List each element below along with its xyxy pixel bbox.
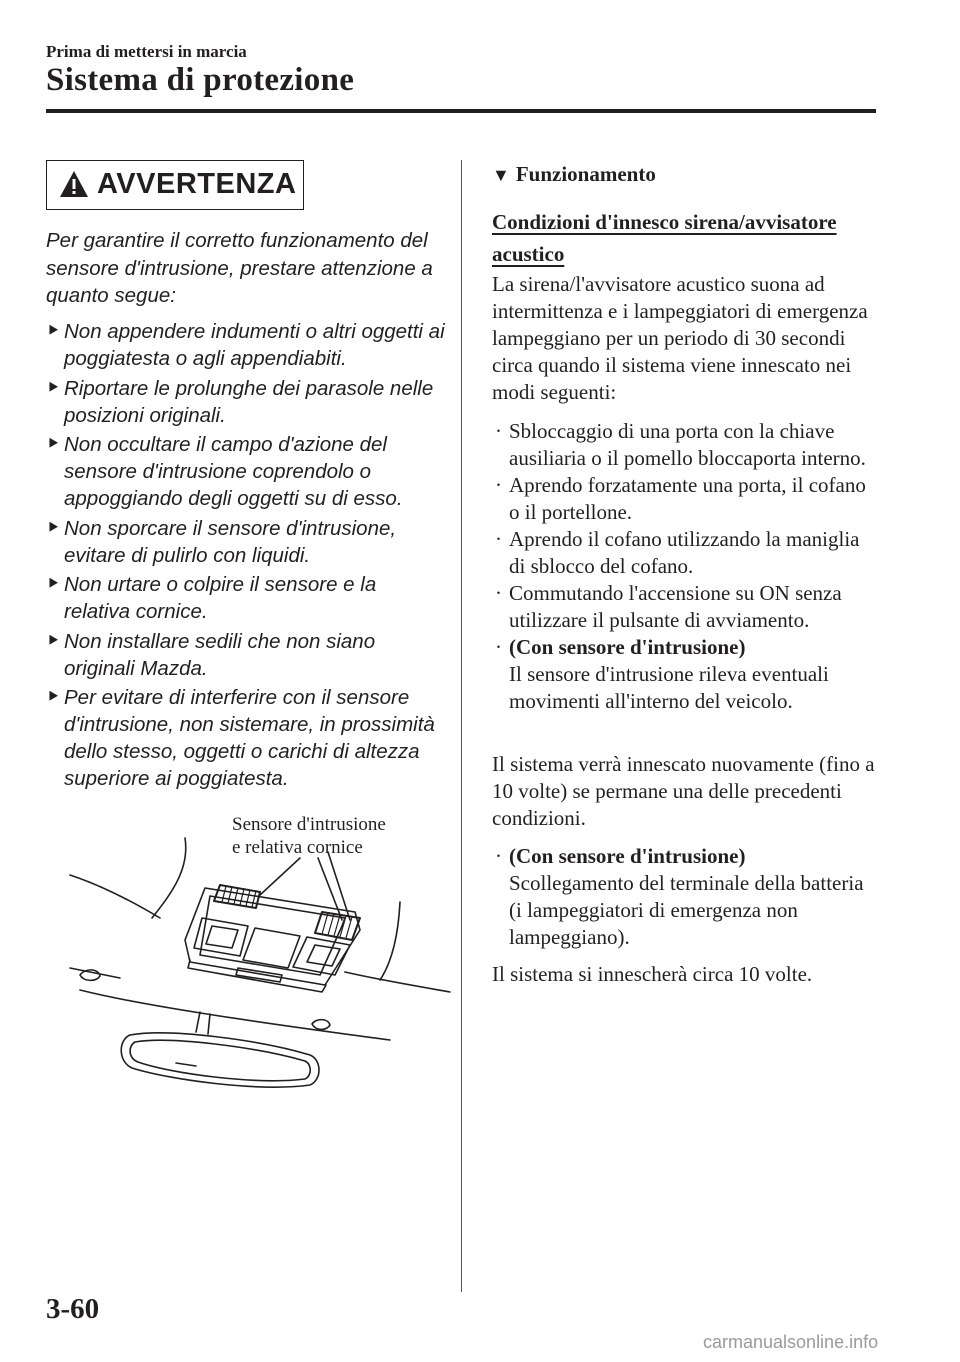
warning-title: AVVERTENZA xyxy=(97,168,297,200)
arrow-bullet-icon: ⯈ xyxy=(46,434,61,454)
arrow-bullet-icon: ⯈ xyxy=(46,517,61,538)
warning-list xyxy=(46,318,446,795)
conditions-list xyxy=(492,418,877,715)
section-heading: ▼ Funzionamento xyxy=(492,162,656,186)
warning-item: ⯈ Riportare le prolunghe dei parasole nelle posizioni originali. xyxy=(46,376,434,427)
warning-item: ⯈ Non appendere indumenti o altri oggetti ai poggiatesta o agli appendiabiti. xyxy=(46,320,445,370)
battery-list xyxy=(492,843,877,951)
illustration-label: e relativa cornice xyxy=(232,837,363,858)
running-header: Prima di mettersi in marcia xyxy=(46,42,247,61)
warning-item: ⯈ Non occultare il campo d'azione del sensore d'intrusione coprendolo o appoggiando degli oggetti su di esso. xyxy=(46,433,403,510)
header-rule xyxy=(46,109,876,113)
warning-box xyxy=(46,160,304,210)
arrow-bullet-icon: ⯈ xyxy=(46,321,61,341)
list-item: · (Con sensore d'intrusione) Il sensore d'intrusione rileva eventuali movimenti all'interno del veicolo. xyxy=(495,635,829,713)
final-paragraph: Il sistema si innescherà circa 10 volte. xyxy=(492,962,813,986)
list-item: · Sbloccaggio di una porta con la chiave ausiliaria o il pomello bloccaporta interno. xyxy=(495,419,866,470)
page-number: 3-60 xyxy=(46,1293,100,1325)
list-item: · Aprendo forzatamente una porta, il cofano o il portellone. xyxy=(495,473,866,524)
arrow-bullet-icon: ⯈ xyxy=(46,687,61,707)
warning-item: ⯈ Non installare sedili che non siano originali Mazda. xyxy=(46,629,376,680)
warning-item: ⯈ Non sporcare il sensore d'intrusione, evitare di pulirlo con liquidi. xyxy=(46,516,397,567)
watermark: carmanualsonline.info xyxy=(703,1332,879,1352)
list-item: · (Con sensore d'intrusione) Scollegamento del terminale della batteria (i lampeggiatori di emergenza non lampeggiano). xyxy=(495,844,864,949)
intro-paragraph: La sirena/l'avvisatore acustico suona ad intermittenza e i lampeggiatori di emergenza lampeggiano per un periodo di 30 secondi circa quando il sistema viene innescato nei modi seguenti: xyxy=(492,272,868,404)
warning-intro: Per garantire il corretto funzionamento del sensore d'intrusione, prestare attenzione a quanto segue: xyxy=(46,229,433,307)
section-triangle-icon: ▼ xyxy=(492,165,510,185)
list-item: · Commutando l'accensione su ON senza utilizzare il pulsante di avviamento. xyxy=(495,581,842,632)
intrusion-sensor-illustration xyxy=(60,800,460,1110)
warning-triangle-icon xyxy=(59,170,89,198)
repeat-paragraph: Il sistema verrà innescato nuovamente (fino a 10 volte) se permane una delle precedenti condizioni. xyxy=(492,752,875,830)
illustration-label: Sensore d'intrusione xyxy=(232,814,386,835)
arrow-bullet-icon: ⯈ xyxy=(46,630,61,651)
arrow-bullet-icon: ⯈ xyxy=(46,574,61,594)
column-divider xyxy=(461,160,462,1292)
arrow-bullet-icon: ⯈ xyxy=(46,377,61,398)
warning-item: ⯈ Per evitare di interferire con il sensore d'intrusione, non sistemare, in prossimità dello stesso, oggetti o carichi di altezza superiore ai poggiatesta. xyxy=(46,686,435,790)
warning-item: ⯈ Non urtare o colpire il sensore e la relativa cornice. xyxy=(46,573,377,623)
list-item: · Aprendo il cofano utilizzando la maniglia di sblocco del cofano. xyxy=(495,527,860,578)
subheading: Condizioni d'innesco sirena/avvisatore acustico xyxy=(492,210,837,266)
page-title: Sistema di protezione xyxy=(46,62,355,98)
